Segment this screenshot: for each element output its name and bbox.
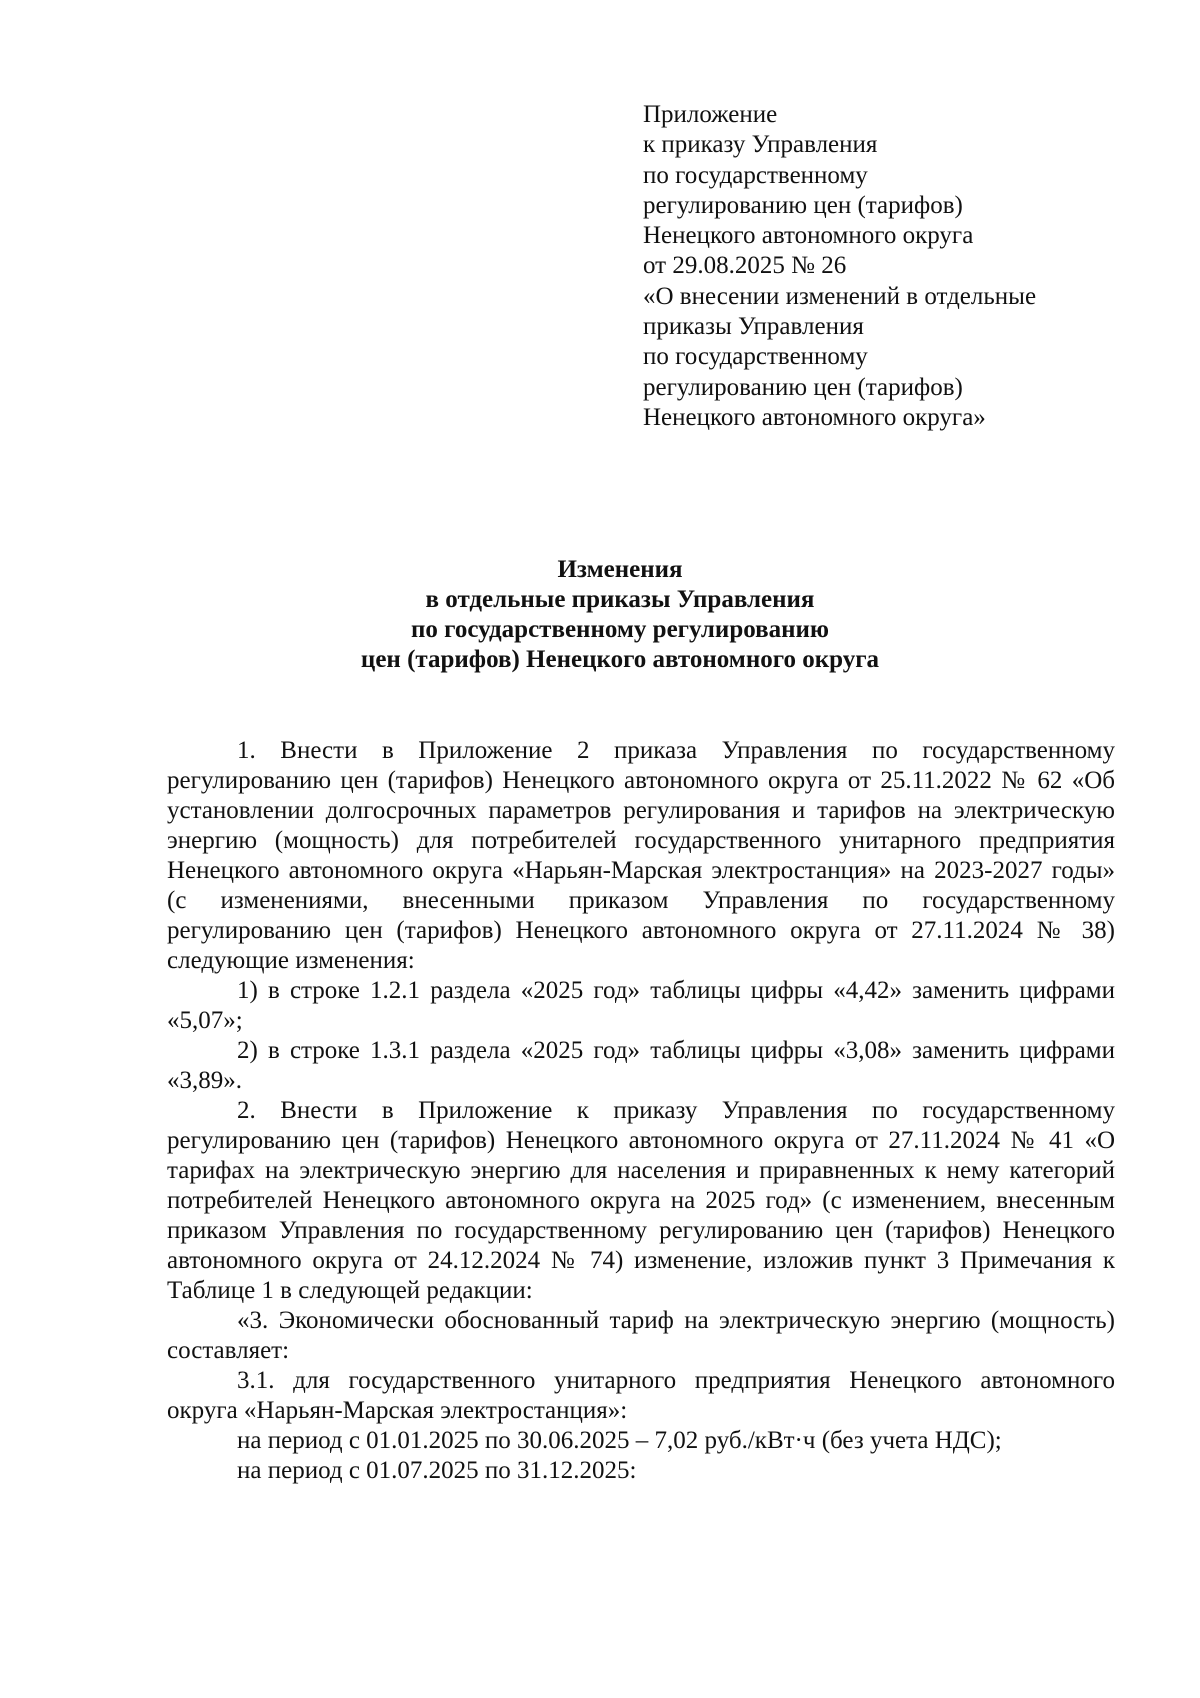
title-line: цен (тарифов) Ненецкого автономного округа bbox=[360, 646, 880, 673]
title-line: Изменения bbox=[557, 556, 683, 583]
annex-header bbox=[643, 100, 1143, 433]
annex-line: Ненецкого автономного округа bbox=[643, 222, 974, 250]
annex-line: Приложение bbox=[643, 101, 778, 128]
title-line: по государственному регулированию bbox=[410, 616, 830, 643]
paragraph-item-2: 2. Внести в Приложение к приказу Управления по государственному регулированию цен (тарифов) Ненецкого автономного округа от 27.11.2024 № 41 «О тарифах на электрическую энергию для населения и приравненных к нему категорий потребителей Ненецкого автономного округа на 2025 год» (с изменением, внесенным приказом Управления по государственному регулированию цен (тарифов) Ненецкого автономного округа от 24.12.2024 № 74) изменение, изложив пункт 3 Примечания к Таблице 1 в следующей редакции: bbox=[167, 1097, 1115, 1304]
annex-line: Ненецкого автономного округа» bbox=[643, 403, 986, 431]
document-title bbox=[120, 555, 1120, 675]
annex-line: по государственному bbox=[643, 343, 868, 371]
paragraph-subitem-2: 2) в строке 1.3.1 раздела «2025 год» таблицы цифры «3,08» заменить цифрами «3,89». bbox=[167, 1037, 1115, 1094]
annex-line: от 29.08.2025 № 26 bbox=[643, 252, 847, 280]
annex-line: регулированию цен (тарифов) bbox=[643, 373, 963, 401]
annex-line: «О внесении изменений в отдельные bbox=[643, 282, 1037, 310]
annex-line: приказы Управления bbox=[643, 313, 864, 341]
annex-line: к приказу Управления bbox=[643, 131, 878, 159]
document-body bbox=[167, 736, 1115, 1486]
title-line: в отдельные приказы Управления bbox=[425, 586, 815, 613]
paragraph-subitem-1: 1) в строке 1.2.1 раздела «2025 год» таблицы цифры «4,42» заменить цифрами «5,07»; bbox=[167, 977, 1115, 1034]
paragraph-3-1: 3.1. для государственного унитарного предприятия Ненецкого автономного округа «Нарьян-Марская электростанция»: bbox=[167, 1367, 1115, 1424]
annex-line: регулированию цен (тарифов) bbox=[643, 191, 963, 219]
annex-line: по государственному bbox=[643, 161, 868, 189]
paragraph-period-1: на период с 01.01.2025 по 30.06.2025 – 7,02 руб./кВт·ч (без учета НДС); bbox=[237, 1427, 1002, 1454]
paragraph-quote-3: «3. Экономически обоснованный тариф на электрическую энергию (мощность) составляет: bbox=[167, 1307, 1115, 1364]
paragraph-period-2: на период с 01.07.2025 по 31.12.2025: bbox=[237, 1457, 637, 1484]
paragraph-item-1: 1. Внести в Приложение 2 приказа Управления по государственному регулированию цен (тарифов) Ненецкого автономного округа от 25.11.2022 № 62 «Об установлении долгосрочных параметров регулирования и тарифов на электрическую энергию (мощность) для потребителей государственного унитарного предприятия Ненецкого автономного округа «Нарьян-Марская электростанция» на 2023-2027 годы» (с изменениями, внесенными приказом Управления по государственному регулированию цен (тарифов) Ненецкого автономного округа от 27.11.2024 № 38) следующие изменения: bbox=[167, 737, 1115, 974]
